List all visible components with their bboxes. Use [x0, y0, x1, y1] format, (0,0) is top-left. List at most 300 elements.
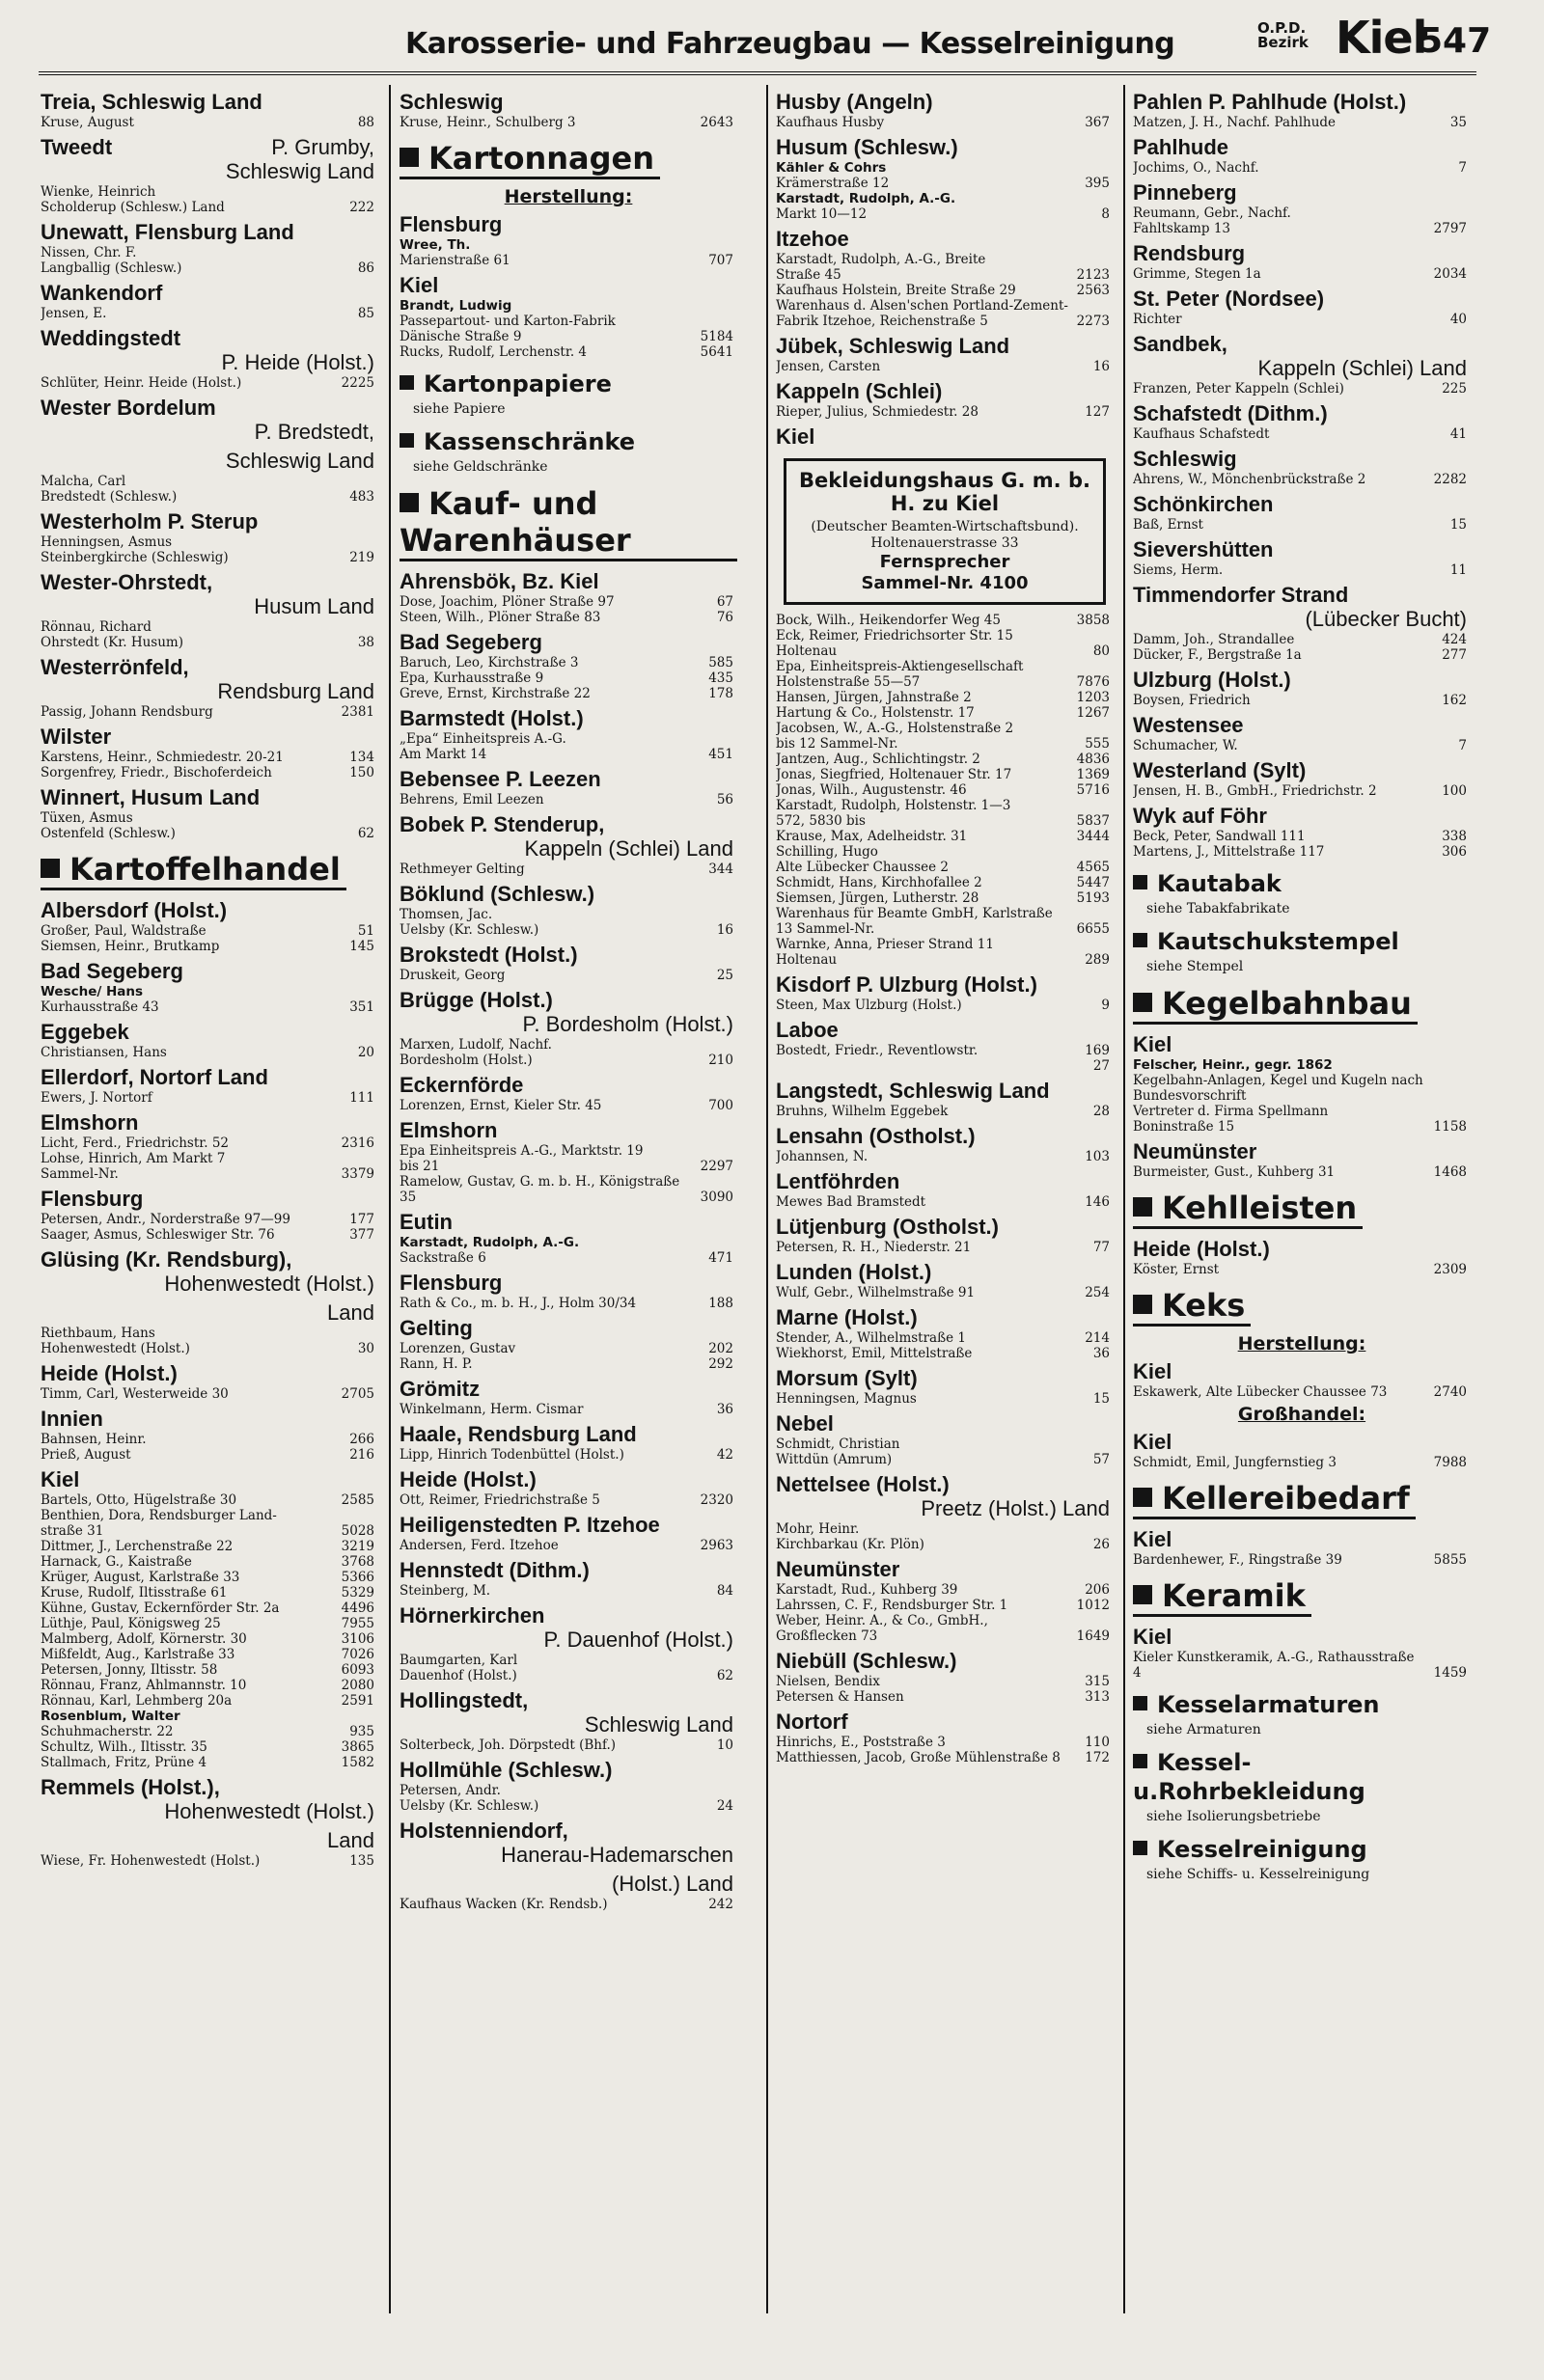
place-name: Hollmühle (Schlesw.): [400, 1758, 613, 1782]
column-3: [776, 85, 1114, 2313]
entry-name: Wulf, Gebr., Wilhelmstraße 91: [776, 1285, 976, 1300]
listing-entry: [1133, 844, 1471, 860]
entry-name: Schilling, Hugo: [776, 844, 878, 860]
listing-entry: [776, 1149, 1114, 1164]
category-title: Kassenschränke: [424, 428, 636, 455]
opd-district-label: [1257, 21, 1335, 50]
listing-entry: [1133, 266, 1471, 282]
place-heading: [1133, 287, 1471, 311]
place-heading: [1133, 758, 1471, 782]
entry-name: Lüthje, Paul, Königsweg 25: [41, 1616, 221, 1631]
place-name: Kiel: [1133, 1527, 1172, 1551]
entry-name: Behrens, Emil Leezen: [400, 792, 544, 807]
entry-name: Petersen, Jonny, Iltisstr. 58: [41, 1662, 218, 1678]
place-heading: [776, 1215, 1114, 1239]
listing-entry: [776, 1330, 1114, 1346]
bullet-square-icon: [1133, 933, 1147, 947]
phone-number: 177: [349, 1212, 374, 1227]
place-heading: [1133, 447, 1471, 471]
listing-entry: [1133, 1384, 1471, 1400]
listing-entry: [1133, 1552, 1471, 1568]
listing-entry: [400, 1897, 737, 1912]
place-name: Kiel: [1133, 1430, 1172, 1454]
listing-entry: [41, 1739, 378, 1755]
entry-name: Karstadt, Rudolph, A.-G.: [400, 1235, 580, 1250]
phone-number: 5447: [1076, 875, 1110, 890]
listing-entry: [41, 1508, 378, 1523]
listing-entry: [41, 1662, 378, 1678]
place-heading: [776, 1305, 1114, 1329]
bullet-square-icon: [1133, 875, 1147, 889]
phone-number: 1158: [1433, 1119, 1467, 1135]
entry-name: Lohse, Hinrich, Am Markt 7: [41, 1151, 226, 1166]
entry-name: Uelsby (Kr. Schlesw.): [400, 1798, 539, 1814]
entry-name: Dücker, F., Bergstraße 1a: [1133, 647, 1302, 663]
entry-name: Langballig (Schlesw.): [41, 260, 182, 276]
category-title: Kehlleisten: [1162, 1190, 1358, 1226]
listing-entry: [41, 1151, 378, 1166]
phone-number: 5028: [341, 1523, 374, 1539]
entry-name: Kaufhaus Holstein, Breite Straße 29: [776, 283, 1016, 298]
listing-entry: [41, 1492, 378, 1508]
phone-number: 2282: [1433, 472, 1467, 487]
phone-number: 150: [349, 765, 374, 780]
phone-number: 7026: [341, 1647, 374, 1662]
phone-number: 344: [708, 862, 733, 877]
column-4: [1133, 85, 1471, 2313]
place-heading: [776, 1260, 1114, 1284]
phone-number: 1267: [1076, 705, 1110, 721]
entry-name: Reumann, Gebr., Nachf.: [1133, 205, 1291, 221]
listing-entry: [776, 298, 1114, 329]
phone-number: 80: [1092, 643, 1110, 659]
place-name: Lunden (Holst.): [776, 1260, 932, 1284]
entry-name: Druskeit, Georg: [400, 968, 506, 983]
place-name: Flensburg: [400, 1271, 503, 1295]
listing-entry: [776, 643, 1114, 659]
entry-name: Holtenau: [776, 643, 838, 659]
phone-number: 110: [1085, 1735, 1110, 1750]
phone-number: 62: [357, 826, 374, 841]
bullet-square-icon: [1133, 1841, 1147, 1855]
category-title: Kesselarmaturen: [1157, 1691, 1380, 1718]
place-name: Brokstedt (Holst.): [400, 943, 578, 967]
entry-name: Dänische Straße 9: [400, 329, 522, 344]
entry-name: Nissen, Chr. F.: [41, 245, 137, 260]
phone-number: 2297: [700, 1159, 733, 1174]
listing-entry: [400, 1143, 737, 1159]
entry-name: Solterbeck, Joh. Dörpstedt (Bhf.): [400, 1737, 617, 1753]
entry-name: Karstadt, Rudolph, Holstenstr. 1—3: [776, 798, 1011, 813]
entry-name: Bartels, Otto, Hügelstraße 30: [41, 1492, 237, 1508]
entry-name: 572, 5830 bis: [776, 813, 866, 829]
phone-number: 188: [708, 1296, 733, 1311]
entry-name: Greve, Ernst, Kirchstraße 22: [400, 686, 591, 701]
entry-name: Vertreter d. Firma Spellmann: [1133, 1104, 1329, 1119]
phone-number: 7: [1458, 738, 1467, 753]
postal-area-line: Schleswig Land: [584, 1712, 733, 1737]
listing-entry: [400, 1492, 737, 1508]
entry-name: Schmidt, Emil, Jungfernstieg 3: [1133, 1455, 1337, 1470]
phone-number: 38: [357, 635, 374, 650]
bullet-square-icon: [400, 375, 414, 390]
phone-number: 77: [1092, 1240, 1110, 1255]
listing-entry: [776, 1521, 1114, 1537]
place-heading: [400, 1316, 737, 1340]
place-heading: [41, 135, 378, 183]
listing-entry: [1133, 115, 1471, 130]
subsection-heading: Herstellung:: [504, 186, 633, 207]
listing-entry: [776, 1598, 1114, 1613]
place-heading: [1133, 713, 1471, 737]
bullet-square-icon: [1133, 1295, 1152, 1314]
place-heading: [776, 334, 1114, 358]
phone-number: 2643: [700, 115, 733, 130]
category-heading: [1133, 1480, 1416, 1519]
listing-entry: [776, 1735, 1114, 1750]
place-name: Hollingstedt,: [400, 1688, 529, 1712]
listing-entry: [776, 690, 1114, 705]
listing-entry: [41, 1600, 378, 1616]
place-name: Kappeln (Schlei): [776, 379, 943, 403]
entry-name: Kühne, Gustav, Eckernförder Str. 2a: [41, 1600, 280, 1616]
place-heading: [1133, 135, 1471, 159]
phone-number: 266: [349, 1432, 374, 1447]
place-heading: [400, 1271, 737, 1295]
listing-entry: [400, 1538, 737, 1553]
place-name: Hörnerkirchen: [400, 1603, 545, 1628]
opd-label: O.P.D.: [1257, 19, 1307, 37]
place-name: Morsum (Sylt): [776, 1366, 918, 1390]
listing-entry: [776, 705, 1114, 721]
listing-entry: [400, 237, 737, 253]
listing-entry: [41, 260, 378, 276]
place-name: Grömitz: [400, 1377, 481, 1401]
listing-entry: [400, 686, 737, 701]
place-name: Brügge (Holst.): [400, 988, 553, 1012]
entry-name: Uelsby (Kr. Schlesw.): [400, 922, 539, 938]
column-1: [41, 85, 378, 2313]
listing-entry: [776, 613, 1114, 628]
entry-name: bis 12 Sammel-Nr.: [776, 736, 898, 752]
listing-entry: [41, 115, 378, 130]
place-name: Hennstedt (Dithm.): [400, 1558, 590, 1582]
listing-entry: [400, 1235, 737, 1250]
place-heading: [41, 1020, 378, 1044]
listing-entry: [41, 1045, 378, 1060]
bullet-square-icon: [1133, 1197, 1152, 1217]
place-heading: [41, 509, 378, 533]
entry-name: Epa, Kurhausstraße 9: [400, 670, 544, 686]
phone-number: 5366: [341, 1570, 374, 1585]
category-heading: [400, 369, 737, 398]
entry-name: Riethbaum, Hans: [41, 1326, 155, 1341]
listing-entry: [776, 890, 1114, 906]
listing-entry: [776, 674, 1114, 690]
listing-entry: [776, 160, 1114, 176]
place-name: Lentföhrden: [776, 1169, 900, 1193]
listing-entry: [776, 1391, 1114, 1407]
phone-number: 15: [1092, 1391, 1110, 1407]
listing-entry: [41, 939, 378, 954]
listing-entry: [776, 1240, 1114, 1255]
listing-entry: [400, 862, 737, 877]
phone-number: 27: [1092, 1058, 1110, 1074]
entry-name: Kaufhaus Husby: [776, 115, 885, 130]
listing-entry: [41, 1135, 378, 1151]
phone-number: 85: [357, 306, 374, 321]
listing-entry: [400, 1053, 737, 1068]
listing-entry: [41, 1227, 378, 1243]
place-heading: [400, 988, 737, 1036]
entry-name: Hansen, Jürgen, Jahnstraße 2: [776, 690, 972, 705]
category-heading: [1133, 1748, 1471, 1806]
entry-name: Mohr, Heinr.: [776, 1521, 860, 1537]
category-heading: [1133, 985, 1418, 1025]
entry-name: Eskawerk, Alte Lübecker Chaussee 73: [1133, 1384, 1388, 1400]
phone-number: 24: [716, 1798, 733, 1814]
postal-area-line: Rendsburg Land: [217, 679, 374, 703]
place-heading: [400, 273, 737, 297]
phone-number: 2705: [341, 1386, 374, 1402]
place-heading: [776, 1411, 1114, 1436]
place-heading: [400, 1210, 737, 1234]
entry-name: Kirchbarkau (Kr. Plön): [776, 1537, 924, 1552]
bullet-square-icon: [400, 148, 419, 167]
cross-reference: siehe Schiffs- u. Kesselreinigung: [1146, 1867, 1370, 1882]
listing-entry: [41, 1386, 378, 1402]
place-heading: [400, 90, 737, 114]
phone-number: 172: [1085, 1750, 1110, 1765]
postal-area-line: (Lübecker Bucht): [1305, 607, 1467, 631]
postal-area-line: Schleswig Land: [225, 159, 374, 183]
column-divider: [389, 85, 391, 2313]
phone-number: 16: [716, 922, 733, 938]
listing-entry: [1133, 562, 1471, 578]
entry-name: Wesche/ Hans: [41, 984, 144, 999]
listing-entry: [776, 252, 1114, 267]
entry-name: Kieler Kunstkeramik, A.-G., Rathausstraße 4: [1133, 1650, 1415, 1681]
listing-entry: [41, 534, 378, 550]
place-name: Itzehoe: [776, 227, 849, 251]
listing-entry: [776, 952, 1114, 968]
listing-entry: [41, 474, 378, 489]
place-name: Pinneberg: [1133, 180, 1237, 205]
category-heading: [1133, 869, 1471, 898]
entry-name: Jonas, Siegfried, Holtenauer Str. 17: [776, 767, 1012, 782]
entry-name: Jochims, O., Nachf.: [1133, 160, 1259, 176]
phone-number: 2080: [341, 1678, 374, 1693]
place-name: Treia, Schleswig Land: [41, 90, 262, 114]
listing-entry: [41, 1585, 378, 1600]
phone-number: 134: [349, 750, 374, 765]
place-name: Ellerdorf, Nortorf Land: [41, 1065, 268, 1089]
place-heading: [1133, 492, 1471, 516]
place-heading: [41, 570, 378, 618]
place-heading: [41, 1361, 378, 1385]
listing-entry: [1133, 783, 1471, 799]
district-city: Kiel: [1336, 12, 1427, 64]
entry-name: Ramelow, Gustav, G. m. b. H., Königstraße 35: [400, 1174, 680, 1205]
listing-entry: [41, 750, 378, 765]
category-title: Keks: [1162, 1287, 1246, 1324]
place-heading: [41, 1828, 378, 1852]
listing-entry: [41, 1090, 378, 1106]
place-name: Glüsing (Kr. Rendsburg),: [41, 1247, 292, 1272]
phone-number: 2320: [700, 1492, 733, 1508]
ad-phone-label: Fernsprecher: [879, 552, 1010, 572]
listing-entry: [400, 655, 737, 670]
place-name: Albersdorf (Holst.): [41, 898, 228, 922]
phone-number: 5193: [1076, 890, 1110, 906]
place-heading: [400, 1073, 737, 1097]
postal-area-line: (Holst.) Land: [612, 1872, 733, 1896]
place-name: Kiel: [1133, 1625, 1172, 1649]
place-name: Gelting: [400, 1316, 473, 1340]
entry-name: Winkelmann, Herm. Cismar: [400, 1402, 584, 1417]
place-name: Jübek, Schleswig Land: [776, 334, 1010, 358]
place-name: Innien: [41, 1407, 103, 1431]
listing-entry: [776, 659, 1114, 674]
entry-name: Stender, A., Wilhelmstraße 1: [776, 1330, 966, 1346]
place-heading: [41, 1187, 378, 1211]
place-name: Ulzburg (Holst.): [1133, 668, 1291, 692]
category-title: Keramik: [1162, 1577, 1306, 1614]
entry-name: Steen, Max Ulzburg (Holst.): [776, 998, 962, 1013]
listing-entry: [41, 1341, 378, 1356]
place-name: Flensburg: [400, 212, 503, 236]
place-heading: [400, 1603, 737, 1652]
phone-number: 20: [357, 1045, 374, 1060]
listing-entry: [41, 1709, 378, 1724]
entry-name: Ohrstedt (Kr. Husum): [41, 635, 183, 650]
listing-entry: [41, 704, 378, 720]
phone-number: 4496: [341, 1600, 374, 1616]
ad-title: Bekleidungshaus G. m. b. H. zu Kiel: [799, 469, 1090, 515]
listing-entry: [1133, 381, 1471, 397]
listing-entry: [776, 829, 1114, 844]
place-name: Flensburg: [41, 1187, 144, 1211]
place-heading: [1133, 1527, 1471, 1551]
entry-name: Weber, Heinr. A., & Co., GmbH.,: [776, 1613, 988, 1628]
phone-number: 1203: [1076, 690, 1110, 705]
phone-number: 5329: [341, 1585, 374, 1600]
place-heading: [41, 1467, 378, 1491]
phone-number: 424: [1442, 632, 1467, 647]
phone-number: 100: [1442, 783, 1467, 799]
entry-name: Karstadt, Rudolph, A.-G., Breite: [776, 252, 986, 267]
place-heading: [41, 1775, 378, 1823]
category-heading: [41, 851, 346, 890]
entry-name: Benthien, Dora, Rendsburger Land-: [41, 1508, 277, 1523]
listing-entry: [1133, 472, 1471, 487]
entry-name: Jonas, Wilh., Augustenstr. 46: [776, 782, 967, 798]
entry-name: Straße 45: [776, 267, 841, 283]
listing-entry: [776, 1689, 1114, 1705]
place-name: Sievershütten: [1133, 537, 1274, 561]
phone-number: 36: [716, 1402, 733, 1417]
place-name: Kiel: [1133, 1359, 1172, 1383]
phone-number: 222: [349, 200, 374, 215]
entry-name: Mewes Bad Bramstedt: [776, 1194, 926, 1210]
listing-entry: [776, 206, 1114, 222]
entry-name: Felscher, Heinr., gegr. 1862: [1133, 1057, 1333, 1073]
entry-name: Rieper, Julius, Schmiedestr. 28: [776, 404, 979, 420]
phone-number: 1649: [1076, 1628, 1110, 1644]
category-heading: [400, 140, 660, 179]
entry-name: Kruse, Heinr., Schulberg 3: [400, 115, 576, 130]
place-heading: [41, 1247, 378, 1296]
listing-entry: [41, 550, 378, 565]
place-name: Timmendorfer Strand: [1133, 583, 1349, 607]
bullet-square-icon: [41, 859, 60, 878]
entry-name: Hohenwestedt (Holst.): [41, 1341, 190, 1356]
listing-entry: [400, 329, 737, 344]
listing-entry: [776, 191, 1114, 206]
place-name: Pahlhude: [1133, 135, 1229, 159]
place-name: Westerholm P. Sterup: [41, 509, 259, 533]
place-heading: [776, 1472, 1114, 1520]
place-name: Westerland (Sylt): [1133, 758, 1307, 782]
entry-name: Lahrssen, C. F., Rendsburger Str. 1: [776, 1598, 1008, 1613]
phone-number: 2591: [341, 1693, 374, 1709]
entry-name: Ott, Reimer, Friedrichstraße 5: [400, 1492, 600, 1508]
bezirk-label: Bezirk: [1257, 34, 1309, 51]
entry-name: Malcha, Carl: [41, 474, 126, 489]
postal-area-line: Kappeln (Schlei) Land: [1257, 356, 1467, 380]
entry-name: Kaufhaus Schafstedt: [1133, 426, 1270, 442]
place-heading: [776, 1557, 1114, 1581]
place-heading: [400, 1558, 737, 1582]
phone-number: 169: [1085, 1043, 1110, 1058]
entry-name: Holtenau: [776, 952, 838, 968]
listing-entry: [400, 907, 737, 922]
phone-number: 3106: [341, 1631, 374, 1647]
entry-name: Andersen, Ferd. Itzehoe: [400, 1538, 559, 1553]
entry-name: Jensen, H. B., GmbH., Friedrichstr. 2: [1133, 783, 1377, 799]
phone-number: 16: [1092, 359, 1110, 374]
entry-name: Schumacher, W.: [1133, 738, 1238, 753]
subsection-heading: Großhandel:: [1237, 1404, 1366, 1425]
bullet-square-icon: [400, 493, 419, 512]
phone-number: 8: [1101, 206, 1110, 222]
listing-entry: [400, 922, 737, 938]
place-name: Eggebek: [41, 1020, 129, 1044]
phone-number: 2034: [1433, 266, 1467, 282]
place-name: Heiligenstedten P. Itzehoe: [400, 1513, 660, 1537]
entry-name: Franzen, Peter Kappeln (Schlei): [1133, 381, 1344, 397]
listing-entry: [41, 765, 378, 780]
entry-name: „Epa“ Einheitspreis A.-G.: [400, 731, 566, 747]
listing-entry: [400, 1174, 737, 1205]
listing-entry: [1133, 829, 1471, 844]
entry-name: Ewers, J. Nortorf: [41, 1090, 152, 1106]
phone-number: 5855: [1433, 1552, 1467, 1568]
place-heading: [41, 1110, 378, 1135]
entry-name: Epa, Einheitspreis-Aktiengesellschaft: [776, 659, 1024, 674]
place-name: Winnert, Husum Land: [41, 785, 261, 809]
place-name: Lensahn (Ostholst.): [776, 1124, 976, 1148]
entry-name: Rann, H. P.: [400, 1356, 473, 1372]
phone-number: 127: [1085, 404, 1110, 420]
place-name: Nettelsee (Holst.): [776, 1472, 950, 1496]
listing-entry: [41, 1616, 378, 1631]
place-name: Schönkirchen: [1133, 492, 1274, 516]
entry-name: Bruhns, Wilhelm Eggebek: [776, 1104, 949, 1119]
entry-name: Schultz, Wilh., Iltisstr. 35: [41, 1739, 207, 1755]
listing-entry: [776, 1194, 1114, 1210]
category-heading: [400, 427, 737, 456]
